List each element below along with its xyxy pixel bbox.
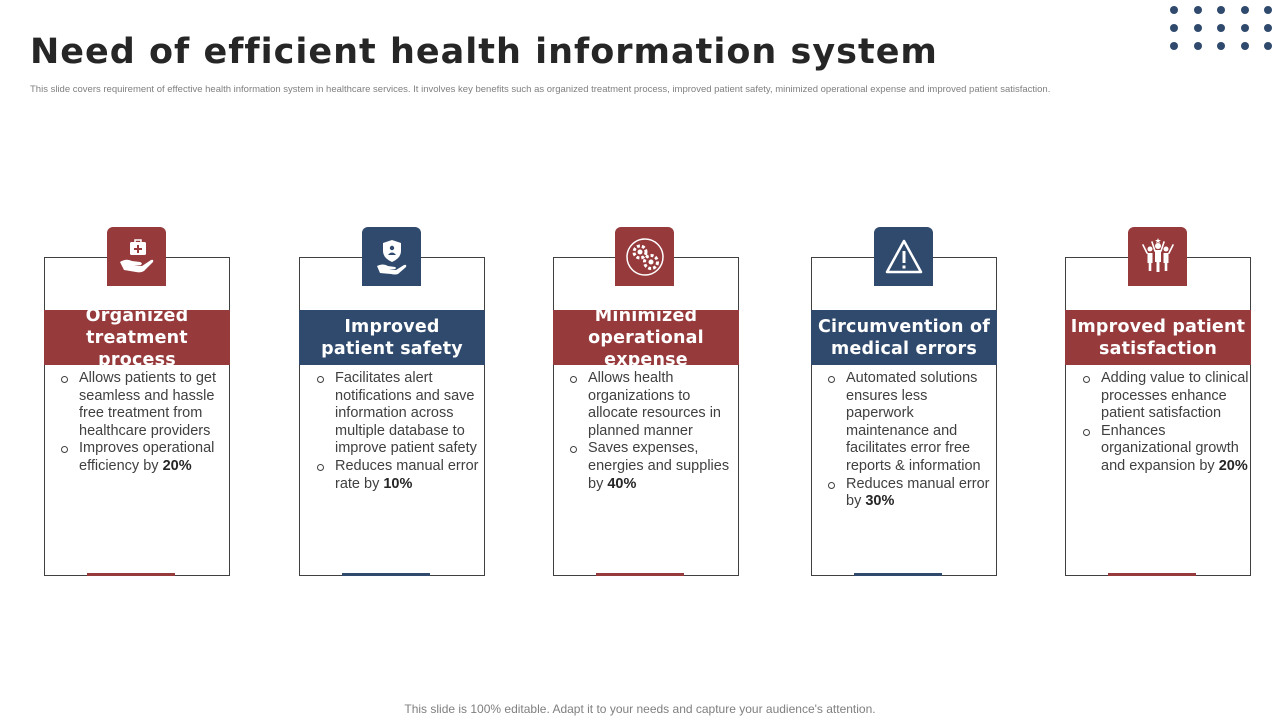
gears-icon [615,227,674,286]
list-item: Reduces manual error rate by 10% [335,458,485,493]
list-item: Adding value to clinical processes enhance patient satisfaction [1101,370,1251,423]
list-item: Automated solutions ensures less paperwork maintenance and facilitates error free reports & information [846,370,996,476]
page-subtitle: This slide covers requirement of effective health information system in healthcare services. It involves key benefits such as organized treatment process, improved patient safety, minimized operational expense and improved patient satisfaction. [30,84,1051,95]
card-heading: Improved patient satisfaction [1065,310,1251,365]
card-heading: Organized treatment process [44,310,230,365]
list-item: Enhances organizational growth and expansion by 20% [1101,423,1251,476]
bullet-list [79,370,229,476]
list-item: Saves expenses, energies and supplies by 40% [588,440,738,493]
bullet-list [846,370,996,511]
footer-note: This slide is 100% editable. Adapt it to your needs and capture your audience's attention. [404,702,876,716]
list-item: Allows patients to get seamless and hassle free treatment from healthcare providers [79,370,229,440]
list-item: Reduces manual error by 30% [846,476,996,511]
hand-shield-icon [362,227,421,286]
card-heading: Minimized operational expense [553,310,739,365]
decorative-dot-grid [1170,6,1278,58]
card-accent-line [87,573,175,576]
happy-people-icon [1128,227,1187,286]
hand-medical-kit-icon [107,227,166,286]
list-item: Allows health organizations to allocate resources in planned manner [588,370,738,440]
card-accent-line [596,573,684,576]
list-item: Facilitates alert notifications and save information across multiple database to improve patient safety [335,370,485,458]
card-accent-line [1108,573,1196,576]
card-accent-line [854,573,942,576]
warning-icon [874,227,933,286]
page-title: Need of efficient health information system [30,32,938,72]
bullet-list [1101,370,1251,476]
list-item: Improves operational efficiency by 20% [79,440,229,475]
card-heading: Circumvention of medical errors [811,310,997,365]
card-accent-line [342,573,430,576]
card-heading: Improved patient safety [299,310,485,365]
bullet-list [588,370,738,493]
bullet-list [335,370,485,493]
